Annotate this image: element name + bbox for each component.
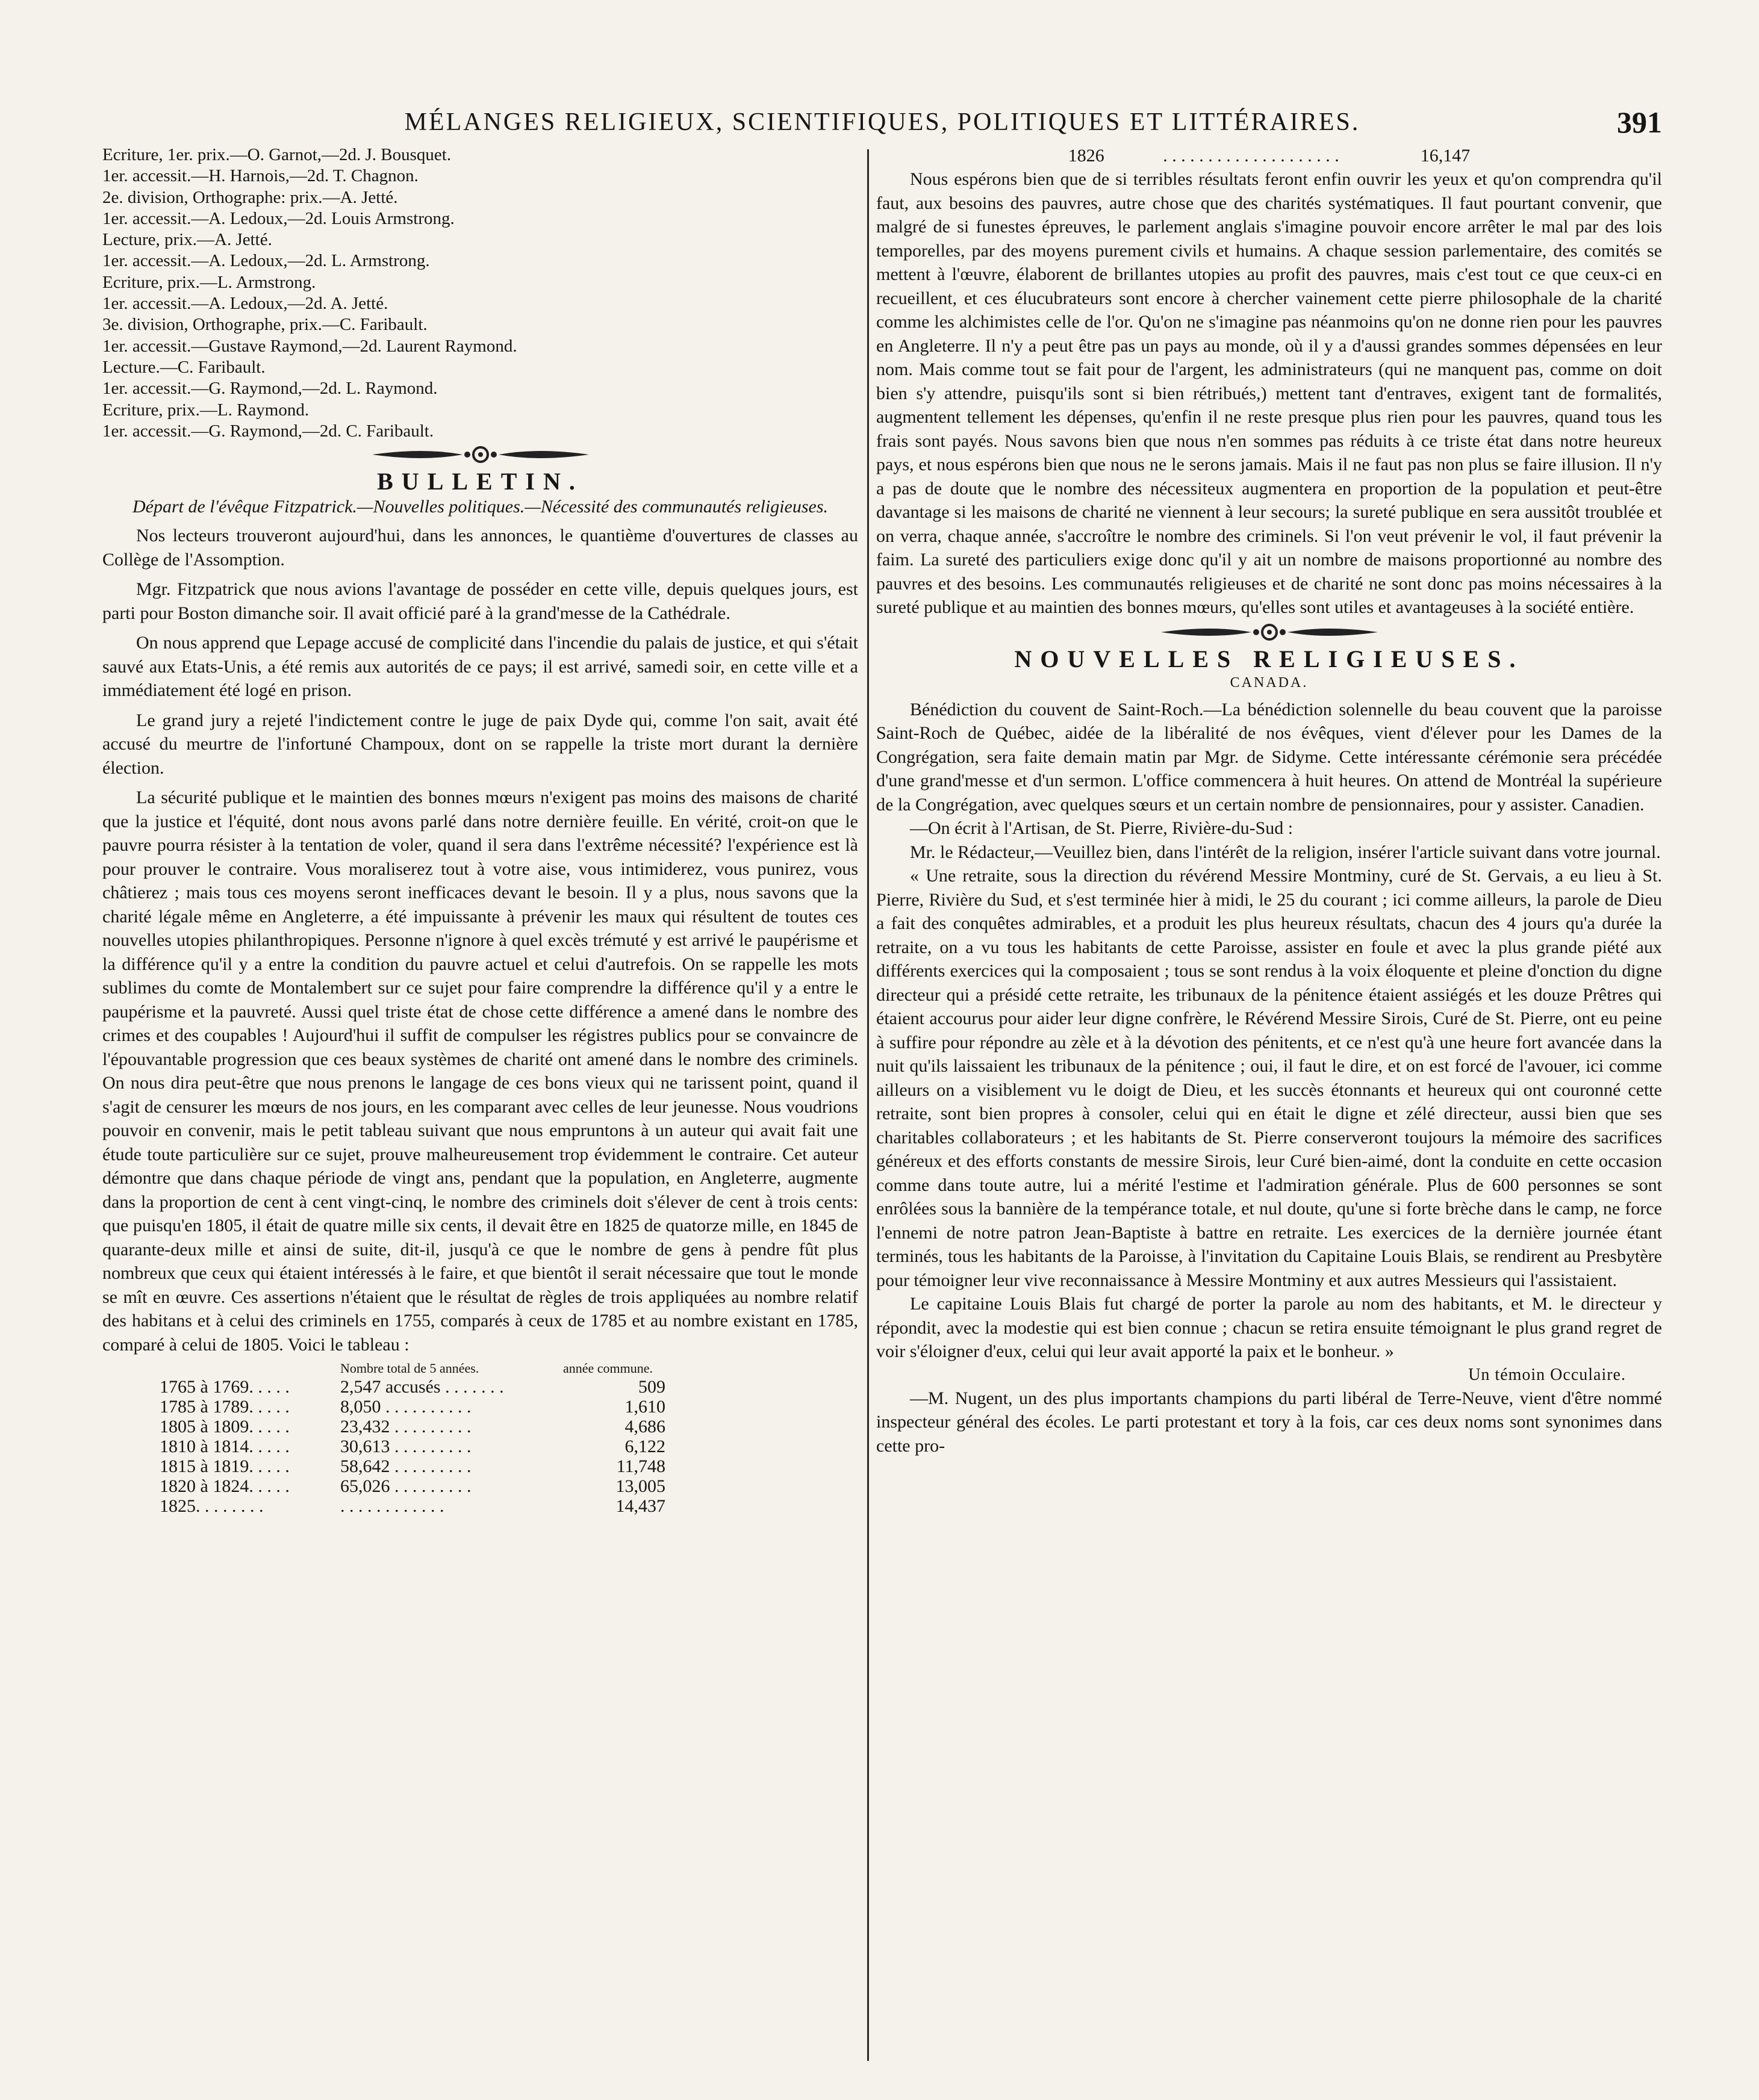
prize-line: 1er. accessit.—A. Ledoux,—2d. L. Armstrong.	[102, 251, 430, 271]
average-cell: 6,122	[624, 1437, 665, 1457]
total-cell: 23,432 . . . . . . . . .	[340, 1417, 472, 1437]
average-cell: 509	[638, 1377, 665, 1397]
running-header	[102, 101, 1662, 143]
prize-line: Lecture.—C. Faribault.	[102, 357, 266, 377]
running-title: MÉLANGES RELIGIEUX, SCIENTIFIQUES, POLITIQUES ET LITTÉRAIRES.	[404, 108, 1360, 136]
prize-line: 1er. accessit.—G. Raymond,—2d. L. Raymond.	[102, 379, 438, 399]
column-rule	[867, 149, 869, 2061]
period-cell: 1815 à 1819. . . . .	[160, 1456, 290, 1477]
bulletin-paragraph: Mgr. Fitzpatrick que nous avions l'avantage de posséder en cette ville, depuis quelques jours, est parti pour Boston dimanche soir. Il avait officié paré à la grand'messe de la Cathédrale.	[102, 579, 858, 623]
table-row	[160, 1417, 665, 1437]
prize-line: 3e. division, Orthographe, prix.—C. Faribault.	[102, 315, 428, 335]
table-header-row	[160, 1360, 665, 1377]
table-row	[160, 1397, 665, 1417]
bulletin-subtitle: Départ de l'évêque Fitzpatrick.—Nouvelles politiques.—Nécessité des communautés religieuses.	[132, 497, 829, 517]
period-cell: 1825. . . . . . . .	[160, 1496, 264, 1517]
bulletin-paragraph: Le grand jury a rejeté l'indictement contre le juge de paix Dyde qui, comme l'on sait, avait été accusé du meurtre de l'infortuné Champoux, dont on se rappelle la triste mort durant la dernière élection.	[102, 710, 858, 778]
value-cell: 16,147	[1420, 146, 1471, 166]
total-cell: 58,642 . . . . . . . . .	[340, 1456, 472, 1477]
prize-line: 1er. accessit.—H. Harnois,—2d. T. Chagnon.	[102, 166, 419, 186]
total-cell: 65,026 . . . . . . . . .	[340, 1476, 472, 1497]
total-cell: 8,050 . . . . . . . . . .	[340, 1397, 472, 1417]
bulletin-paragraph: Nos lecteurs trouveront aujourd'hui, dans les annonces, le quantième d'ouvertures de classes au Collège de l'Assomption.	[102, 526, 858, 570]
crime-statistics-table	[160, 1360, 665, 1516]
ornament-divider	[102, 444, 858, 465]
bulletin-paragraph: La sécurité publique et le maintien des bonnes mœurs n'exigent pas moins des maisons de charité que la justice et l'équité, dont nous avons parlé dans notre dernière feuille. En vérité, croit-on que le pauvre pourra résister à la tentation de voler, quand il sera dans l'extrême nécessité? l'expérience est là pour prouver le contraire. Vous moraliserez tout à votre aise, vous intimiderez, vous punirez, vous châtierez ; mais tous ces moyens seront inefficaces devant le besoin. Il y a plus, nous savons que la charité légale même en Angleterre, a été impuissante à prévenir les maux qui résultent de toutes ces nouvelles utopies philanthropiques. Personne n'ignore à quel excès trémuté y est arrivé le paupérisme et la différence qu'il y a entre la condition du pauvre actuel et celui d'autrefois. On se rappelle les mots sublimes du comte de Montalembert sur ce sujet pour faire comprendre la différence qu'il y a entre le paupérisme et la pauvreté. Aussi quel triste état de chose cette différence a amené dans le nombre des crimes et des coupables ! Aujourd'hui il suffit de compulser les régistres publics pour se convaincre de l'épouvantable progression que ces beaux systèmes de charité ont amené dans le nombre des criminels. On nous dira peut-être que nous prenons le langage de ces bons vieux qui ne tarissent point, quand il s'agit de censurer les mœurs de nos jours, en les comparant avec celles de leur jeunesse. Nous voudrions pouvoir en convenir, mais le petit tableau suivant que nous empruntons à un auteur qui avait fait une étude toute particulière sur ce sujet, prouve malheureusement trop évidemment le contraire. Cet auteur démontre que dans chaque période de vingt ans, pendant que la population, en Angleterre, augmente dans la proportion de cent à cent vingt-cinq, le nombre des criminels doit s'élever de cent à trois cents: que puisqu'en 1805, il était de quatre mille six cents, il devait être en 1825 de quatorze mille, en 1845 de quarante-deux mille et ainsi de suite, dit-il, jusqu'à ce que le nombre de gens à pendre fût plus nombreux que ceux qui étaient intéressés à le faire, et que bientôt il serait nécessaire que tout le monde se mît en œuvre. Ces assertions n'étaient que le résultat de règles de trois appliquées au nombre relatif des habitans et à celui des criminels en 1755, comparés à ceux de 1785 et au nombre existant en 1785, comparé à celui de 1805. Voici le tableau :	[102, 788, 858, 1355]
table-row	[160, 1496, 665, 1516]
period-cell: 1765 à 1769. . . . .	[160, 1377, 290, 1397]
average-cell: 14,437	[615, 1496, 665, 1517]
news-paragraph: Le capitaine Louis Blais fut chargé de porter la parole au nom des habitants, et M. le directeur y répondit, avec la modestie qui est bien connue ; chacun se retira ensuite témoignant le plus grand regret de voir s'éloigner d'eux, celui qui leur avait apporté la paix et le bonheur. »	[876, 1294, 1662, 1361]
right-column	[876, 144, 1662, 1458]
total-cell: 30,613 . . . . . . . . .	[340, 1437, 472, 1457]
left-column	[102, 144, 858, 1516]
table-header-total: Nombre total de 5 années.	[340, 1361, 479, 1376]
table-row	[160, 1476, 665, 1496]
average-cell: 13,005	[615, 1476, 665, 1497]
period-cell: 1785 à 1789. . . . .	[160, 1397, 290, 1417]
year-cell: 1826	[1068, 146, 1104, 166]
prize-line: Ecriture, prix.—L. Raymond.	[102, 400, 310, 420]
page-number: 391	[1617, 105, 1662, 139]
table-header-average: année commune.	[563, 1361, 653, 1376]
news-paragraph: Bénédiction du couvent de Saint-Roch.—La bénédiction solennelle du beau couvent que la paroisse Saint-Roch de Québec, aidée de la libéralité de nos évêques, vient d'élever pour les Dames de la Congrégation, sera faite demain matin par Mgr. de Sidyme. Cette intéressante cérémonie sera précédée d'une grand'messe et d'un sermon. L'office commencera à huit heures. On attend de Montréal la supérieure de la Congrégation, avec quelques sœurs et un certain nombre de pensionnaires, pour y assister. Canadien.	[876, 699, 1662, 815]
prize-line: Ecriture, prix.—L. Armstrong.	[102, 272, 316, 292]
bulletin-title: BULLETIN.	[377, 468, 584, 495]
ornament-divider	[876, 622, 1662, 642]
average-cell: 11,748	[616, 1456, 665, 1477]
prize-line: 1er. accessit.—Gustave Raymond,—2d. Laurent Raymond.	[102, 336, 517, 356]
prize-line: Ecriture, 1er. prix.—O. Garnot,—2d. J. Bousquet.	[102, 145, 452, 164]
average-cell: 1,610	[624, 1397, 665, 1417]
total-cell: 2,547 accusés . . . . . . .	[340, 1377, 504, 1397]
table-row	[160, 1437, 665, 1456]
period-cell: 1805 à 1809. . . . .	[160, 1417, 290, 1437]
news-paragraph: « Une retraite, sous la direction du révérend Messire Montminy, curé de St. Gervais, a eu lieu à St. Pierre, Rivière du Sud, et s'est terminée hier à midi, le 25 du courant ; ici comme ailleurs, la parole de Dieu a fait des conquêtes admirables, et a produit les plus heureux résultats, chacun des 4 jours qu'a durée la retraite, on a vu tous les habitants de cette Paroisse, assister en foule et avec la plus grande piété aux différents exercices qui la composaient ; tous se sont rendus à la voix éloquente et pleine d'onction du digne directeur qui a présidé cette retraite, les tribunaux de la pénitence étaient assiégés et les douze Prêtres qui étaient accourus pour aider leur digne confrère, le Révérend Messire Sirois, Curé de St. Pierre, ont eu peine à suffire pour répondre au zèle et à la dévotion des pénitents, et ce n'est qu'à une heure fort avancée dans la nuit qu'ils laissaient les tribunaux de la pénitence ; oui, il faut le dire, et on est forcé de l'avouer, ici comme ailleurs on a visiblement vu le doigt de Dieu, et les succès étonnants et heureux qui ont couronné cette retraite, sont bien propres à consoler, celui qui en était le digne et zélé directeur, aussi bien que ses charitables collaborateurs ; et les habitants de St. Pierre conserveront toujours la mémoire des sacrifices généreux et des efforts constants de messire Sirois, leur Curé bien-aimé, dont la conduite en cette occasion comme dans toute autre, lui a mérité l'estime et l'admiration générale. Plus de 600 personnes se sont enrôlées sous la bannière de la tempérance totale, et nul doute, qu'une si forte brèche dans le camp, ne force l'ennemi de notre patron Jean-Baptiste à battre en retraite. Les exercices de la dernière journée étant terminés, tous les habitants de la Paroisse, à l'invitation du Capitaine Louis Blais, se rendirent au Presbytère pour témoigner leur vive reconnaissance à Messire Montminy et aux autres Messieurs qui l'assistaient.	[876, 866, 1662, 1290]
period-cell: 1820 à 1824. . . . .	[160, 1476, 290, 1497]
table-row	[160, 1377, 665, 1397]
prize-list	[102, 144, 858, 442]
table-row	[160, 1456, 665, 1476]
news-paragraph: Mr. le Rédacteur,—Veuillez bien, dans l'intérêt de la religion, insérer l'article suivant dans votre journal.	[910, 842, 1661, 862]
news-paragraph: —On écrit à l'Artisan, de St. Pierre, Rivière-du-Sud :	[910, 818, 1294, 838]
prize-line: 1er. accessit.—A. Ledoux,—2d. Louis Armstrong.	[102, 208, 455, 228]
bulletin-paragraph: On nous apprend que Lepage accusé de complicité dans l'incendie du palais de justice, et qui s'était sauvé aux Etats-Unis, a été remis aux autorités de ce pays; il est arrivé, samedi soir, en cette ville et a immédiatement été logé en prison.	[102, 633, 858, 701]
prize-line: 1er. accessit.—A. Ledoux,—2d. A. Jetté.	[102, 294, 388, 314]
total-cell: . . . . . . . . . . . .	[340, 1496, 444, 1517]
prize-line: Lecture, prix.—A. Jetté.	[102, 230, 272, 250]
table-continuation-row: 1826 . . . . . . . . . . . . . . . . . . . . 16,147	[876, 144, 1662, 167]
average-cell: 4,686	[624, 1417, 665, 1437]
period-cell: 1810 à 1814. . . . .	[160, 1437, 290, 1457]
bulletin-continuation: Nous espérons bien que de si terribles résultats feront enfin ouvrir les yeux et qu'on comprendra qu'il faut, aux besoins des pauvres, autre chose que des charités systématiques. Il faut pourtant convenir, que malgré de si funestes épreuves, le parlement anglais s'imagine pouvoir encore arrêter le mal par des lois temporelles, par des moyens purement civils et humains. A chaque session parlementaire, des comités se mettent à l'œuvre, élaborent de brillantes utopies au profit des pauvres, mais c'est tout ce que ceux-ci en recueillent, et ces élucubrateurs sont encore à chercher vainement cette pierre philosophale de la charité comme les alchimistes celle de l'or. Qu'on ne s'imagine pas néanmoins qu'on ne donne rien pour les pauvres en Angleterre. Il n'y a peut être pas un pays au monde, où il y a d'aussi grandes sommes dépensées en leur nom. Mais comme tout se fait pour de l'argent, les administrateurs (qui ne manquent pas, comme on doit bien s'y attendre, puisqu'ils sont si bien rétribués,) mettent tant d'entraves, exigent tant de formalités, augmentent tellement les dépenses, qu'enfin il ne reste presque plus rien pour les pauvres, quand tous les frais sont payés. Nous savons bien que nous n'en sommes pas réduits à ce triste état dans notre heureux pays, et nous espérons bien que nous ne le serons jamais. Mais il ne faut pas non plus se faire illusion. Il n'y a pas de doute que le nombre des nécessiteux augmentera en proportion de la population et peut-être davantage si les maisons de charité ne viennent à leur secours; la sureté publique en sera aussitôt troublée et on verra, chaque année, s'accroître le nombre des criminels. Si l'on veut prévenir le vol, il faut prévenir la faim. La sureté des particuliers exige donc qu'il y ait un nombre de maisons proportionné au nombre des pauvres et des besoins. Les communautés religieuses et de charité ne sont donc pas moins nécessaires à la sureté publique et au maintien des bonnes mœurs, qu'elles sont utiles et avantageuses à la société entière.	[876, 169, 1662, 617]
news-paragraph: —M. Nugent, un des plus importants champions du parti libéral de Terre-Neuve, vient d'être nommé inspecteur général des écoles. Le parti protestant et tory à la fois, car ces deux noms sont synonimes dans cette pro-	[876, 1388, 1662, 1456]
nouvelles-title: NOUVELLES RELIGIEUSES.	[1014, 645, 1524, 673]
nouvelles-subtitle: CANADA.	[1230, 674, 1309, 691]
signature: Un témoin Occulaire.	[1468, 1365, 1626, 1384]
prize-line: 2e. division, Orthographe: prix.—A. Jetté.	[102, 187, 398, 207]
prize-line: 1er. accessit.—G. Raymond,—2d. C. Faribault.	[102, 421, 434, 441]
